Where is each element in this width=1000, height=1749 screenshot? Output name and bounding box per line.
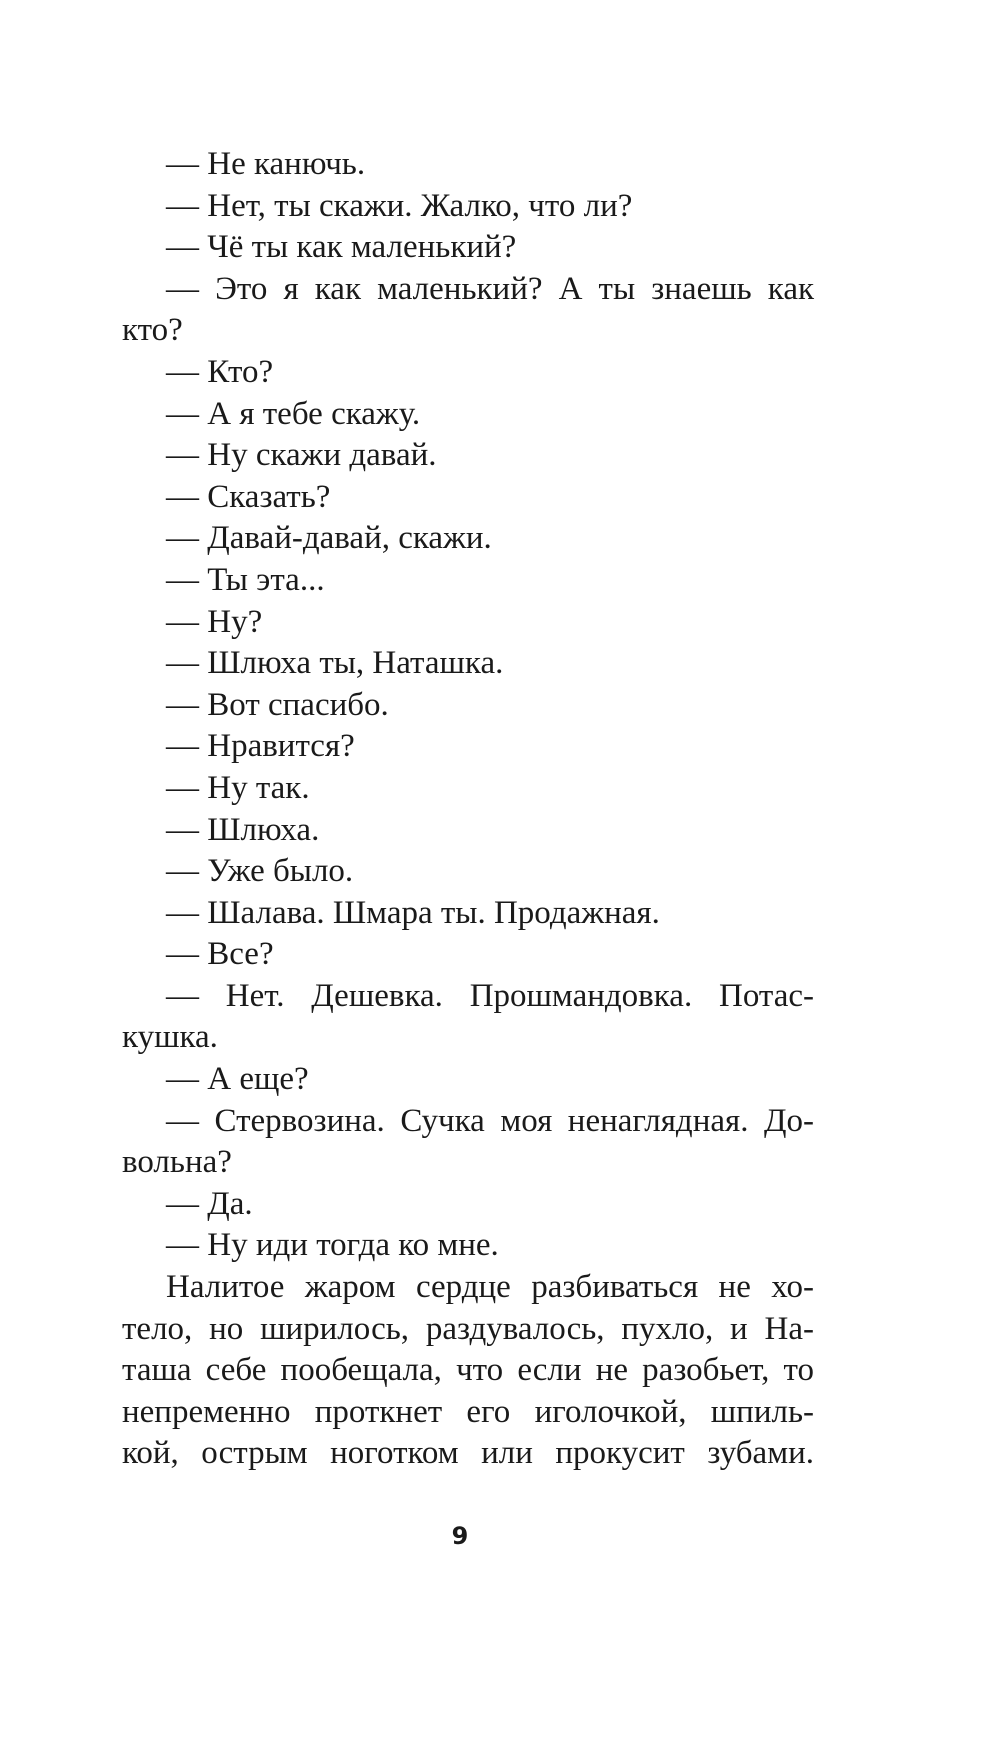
text-line: — Это я как маленький? А ты знаешь как: [166, 270, 814, 307]
text-line: — Не канючь.: [166, 146, 366, 182]
text-line: — Да.: [166, 1185, 253, 1222]
text-line: Налитое жаром сердце разбиваться не хо-: [166, 1269, 814, 1306]
page-number: 9: [451, 1522, 469, 1550]
text-line: — Нравится?: [166, 728, 355, 765]
text-line: — Ну так.: [166, 769, 310, 806]
text-line: — Нет. Дешевка. Прошмандовка. Потас-: [166, 977, 814, 1014]
text-line: — Шалава. Шмара ты. Продажная.: [166, 894, 660, 931]
text-line: — Шлюха.: [166, 811, 320, 848]
text-line: кой, острым ноготком или прокусит зубами.: [122, 1435, 814, 1472]
text-line: — Ну?: [166, 603, 263, 640]
text-line: таша себе пообещала, что если не разобьет, то: [122, 1352, 814, 1389]
text-line: — Вот спасибо.: [166, 686, 389, 723]
text-line: — Все?: [166, 936, 274, 973]
text-line: непременно проткнет его иголочкой, шпиль-: [122, 1393, 814, 1430]
text-line: — А еще?: [166, 1061, 309, 1098]
text-line: — Нет, ты скажи. Жалко, что ли?: [166, 187, 633, 224]
text-line: — Стервозина. Сучка моя ненаглядная. До-: [166, 1102, 814, 1139]
text-line: — Чё ты как маленький?: [166, 229, 517, 266]
text-line: — Ну иди тогда ко мне.: [166, 1227, 499, 1264]
text-line: кушка.: [122, 1019, 218, 1056]
text-line: — Шлюха ты, Наташка.: [166, 645, 504, 682]
text-line: — А я тебе скажу.: [166, 395, 421, 432]
text-line: тело, но ширилось, раздувалось, пухло, и На-: [122, 1310, 814, 1347]
text-line: — Ну скажи давай.: [166, 437, 437, 474]
text-line: кто?: [122, 312, 183, 349]
text-line: — Кто?: [166, 353, 274, 390]
body-text: [122, 144, 814, 1475]
text-line: — Сказать?: [166, 478, 331, 515]
text-line: — Уже было.: [166, 853, 354, 890]
text-line: — Ты эта...: [166, 561, 325, 598]
text-line: — Давай-давай, скажи.: [166, 520, 492, 557]
text-line: вольна?: [122, 1144, 232, 1181]
